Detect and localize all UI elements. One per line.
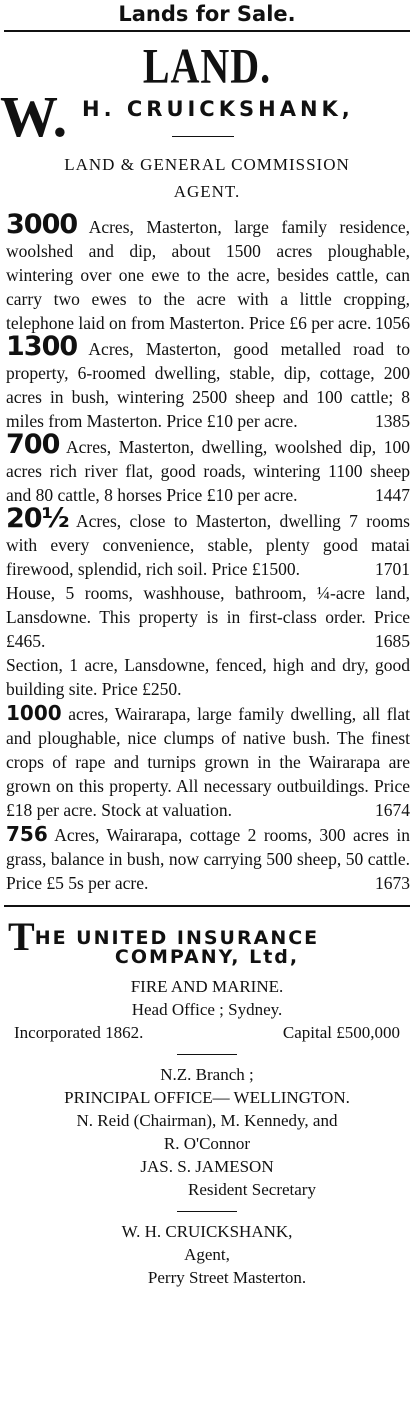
divider xyxy=(172,136,234,137)
listing-text: Acres, Wairarapa, cottage 2 rooms, 300 acres in grass, balance in bush, now carrying 500 sheep, 50 cattle. Price £5 5s per acre. xyxy=(6,825,410,893)
listing-number: 1000 xyxy=(6,701,62,725)
insurance-agent-address: Perry Street Masterton. xyxy=(147,1268,307,1287)
listings xyxy=(0,209,414,895)
listing-item xyxy=(6,503,410,581)
agent-heading xyxy=(0,84,414,151)
listing-text: Acres, Masterton, dwelling, woolshed dip, 100 acres rich river flat, good roads, wintering 1100 sheep and 80 cattle, 8 horses Price £10 per acre. xyxy=(6,437,410,505)
agent-initial: W. xyxy=(0,84,68,149)
listing-number: 700 xyxy=(6,429,60,460)
listing-ref: 1447 xyxy=(375,485,410,505)
insurance-incorporated: Incorporated 1862. xyxy=(14,1023,144,1042)
listing-item xyxy=(6,209,410,335)
insurance-head-office: Head Office ; Sydney. xyxy=(131,1000,283,1019)
insurance-agent-name: W. H. CRUICKSHANK, xyxy=(121,1222,293,1241)
insurance-capital: Capital £500,000 xyxy=(282,1023,400,1042)
insurance-agent-title: Agent, xyxy=(184,1245,230,1264)
listing-number: 20½ xyxy=(6,503,69,534)
insurance-name-line2: COMPANY, Ltd, xyxy=(114,946,300,968)
insurance-type: FIRE AND MARINE. xyxy=(130,977,284,996)
insurance-initial: T xyxy=(8,914,35,959)
divider xyxy=(4,30,410,32)
listing-text: Acres, Masterton, good metalled road to property, 6-roomed dwelling, stable, dip, cottage, 200 acres in bush, wintering 2500 sheep and 100 cattle; 8 miles from Masterton. Price £10 per acre. xyxy=(6,339,410,431)
listing-text: Acres, close to Masterton, dwelling 7 rooms with every convenience, stable, plenty good matai firewood, splendid, rich soil. Price £1500. xyxy=(6,511,410,579)
insurance-principal-office: PRINCIPAL OFFICE— WELLINGTON. xyxy=(64,1088,350,1107)
listing-number: 756 xyxy=(6,822,48,846)
listing-ref: 1385 xyxy=(375,411,410,431)
listing-item xyxy=(6,331,410,433)
listing-text: Section, 1 acre, Lansdowne, fenced, high and dry, good building site. Price £250. xyxy=(6,655,410,699)
listing-item xyxy=(6,653,410,701)
divider xyxy=(177,1054,237,1055)
divider xyxy=(4,905,410,907)
insurance-secretary-name: JAS. S. JAMESON xyxy=(140,1157,274,1176)
listing-item xyxy=(6,429,410,507)
listing-ref: 1685 xyxy=(375,631,410,651)
listing-item xyxy=(6,701,410,822)
listing-text: House, 5 rooms, washhouse, bathroom, ¼-acre land, Lansdowne. This property is in first-class order. Price £465. xyxy=(6,583,410,651)
agent-name: H. CRUICKSHANK, xyxy=(82,97,354,121)
agent-title-line1: LAND & GENERAL COMMISSION xyxy=(64,155,350,174)
listing-ref: 1674 xyxy=(375,800,410,820)
insurance-name: HE UNITED INSURANCE xyxy=(34,927,320,949)
listing-ref: 1701 xyxy=(375,559,410,579)
listing-item xyxy=(6,822,410,895)
listing-ref: 1673 xyxy=(375,873,410,893)
insurance-branch: N.Z. Branch ; xyxy=(160,1065,254,1084)
section-header: Lands for Sale. xyxy=(118,2,296,26)
listing-text: Acres, Masterton, large family residence, woolshed and dip, about 1500 acres ploughable, wintering over one ewe to the acre, besides cattle, can carry two ewes to the acre with a little cropping, telephone laid on from Masterton. Price £6 per acre. xyxy=(6,217,410,333)
divider xyxy=(177,1211,237,1212)
insurance-directors: N. Reid (Chairman), M. Kennedy, and xyxy=(76,1111,338,1130)
land-title: LAND. xyxy=(142,37,272,94)
listing-text: acres, Wairarapa, large family dwelling, all flat and ploughable, nice clumps of native bush. The finest crops of rape and turnips grown in the Wairarapa are grown on this property. All necessary outbuildings. Price £18 per acre. Stock at valuation. xyxy=(6,704,411,820)
listing-number: 1300 xyxy=(6,331,78,362)
agent-title-line2: AGENT. xyxy=(173,182,241,201)
insurance-incorporation-row xyxy=(0,1021,414,1044)
listing-ref: 1056 xyxy=(375,313,410,333)
listing-item xyxy=(6,581,410,653)
listing-number: 3000 xyxy=(6,209,78,240)
insurance-secretary-title: Resident Secretary xyxy=(188,1180,316,1199)
insurance-advert xyxy=(0,914,414,1289)
insurance-directors-cont: R. O'Connor xyxy=(163,1134,251,1153)
